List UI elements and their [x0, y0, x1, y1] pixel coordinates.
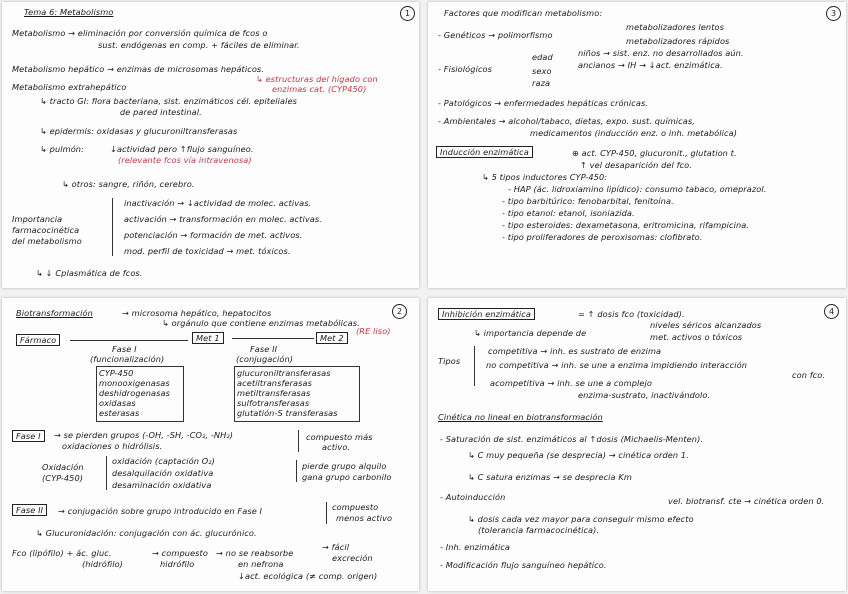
text-line: → conjugación sobre grupo introducido en Fase I: [58, 506, 263, 516]
brace: [326, 502, 327, 524]
text-line: - Ambientales → alcohol/tabaco, dietas, expo. sust. químicas,: [438, 116, 695, 126]
flow-box: Met 2: [316, 332, 348, 344]
text-line: niños → sist. enz. no desarrollados aún.: [578, 48, 744, 58]
text-line: gana grupo carbonilo: [302, 472, 392, 482]
text-line: ↳ ↓ Cplasmática de fcos.: [36, 268, 143, 278]
text-line: desaminación oxidativa: [112, 480, 212, 490]
text-line: oxidaciones o hidrólisis.: [62, 441, 163, 451]
text-line: ⊕ act. CYP-450, glucuronit., glutation t.: [572, 148, 737, 158]
text-line: Importancia: [12, 214, 63, 224]
note-page-4: [428, 298, 846, 591]
page-number: 3: [826, 6, 841, 21]
text-line: - tipo barbitúrico: fenobarbital, fenitoína.: [502, 196, 674, 206]
text-line: ↳ C satura enzimas → se desprecia Km: [468, 472, 632, 482]
text-line: ↓actividad pero ↑flujo sanguíneo.: [110, 144, 254, 154]
text-line: sust. endógenas en comp. + fáciles de eliminar.: [98, 40, 300, 50]
brace: [106, 456, 107, 490]
section-heading: Inducción enzimática: [436, 146, 533, 158]
text-line: - tipo proliferadores de peroxisomas: clofibrato.: [502, 232, 703, 242]
text-line: excreción: [332, 553, 373, 563]
text-line: Fase II: [250, 344, 278, 354]
text-line: ancianos → IH → ↓act. enzimática.: [578, 60, 723, 70]
text-line: ↳ estructuras del hígado con: [256, 74, 378, 84]
text-line: = ↑ dosis fco (toxicidad).: [578, 309, 685, 319]
text-line: oxidación (captación O₂): [112, 456, 215, 466]
enzyme: glutatión-S transferasas: [237, 408, 338, 418]
text-line: del metabolismo: [12, 236, 82, 246]
text-line: menos activo: [336, 513, 393, 523]
enzyme: deshidrogenasas: [99, 388, 171, 398]
text-line: Tipos: [438, 356, 461, 366]
enzyme: glucuroniltransferasas: [237, 368, 331, 378]
text-line: ↳ 5 tipos inductores CYP-450:: [482, 172, 608, 182]
text-line: enzima-sustrato, inactivándolo.: [578, 390, 711, 400]
text-line: vel. biotransf. cte → cinética orden 0.: [668, 496, 825, 506]
enzyme: esterasas: [99, 408, 140, 418]
page-title: Factores que modifican metabolismo:: [444, 8, 603, 18]
text-line: Metabolismo hepático → enzimas de microsomas hepáticos.: [12, 64, 265, 74]
text-line: (funcionalización): [90, 354, 165, 364]
note-page-1: [2, 2, 419, 288]
text-line: - Autoinducción: [440, 492, 506, 502]
text-line: metabolizadores rápidos: [626, 36, 730, 46]
text-line: inactivación → ↓actividad de molec. activas.: [124, 198, 312, 208]
text-line: ↳ tracto GI: flora bacteriana, sist. enzimáticos cél. epiteliales: [40, 96, 297, 106]
text-line: metabolizadores lentos: [626, 22, 724, 32]
text-line: medicamentos (inducción enz. o inh. metabólica): [530, 128, 738, 138]
text-line: (CYP-450): [42, 473, 84, 483]
enzyme: metiltransferasas: [237, 388, 311, 398]
text-line: en nefrona: [238, 559, 284, 569]
text-line: farmacocinética: [12, 225, 80, 235]
text-line: ↳ orgánulo que contiene enzimas metabólicas.: [162, 318, 360, 328]
text-line: (RE liso): [356, 326, 391, 336]
enzyme: sulfotransferasas: [237, 398, 310, 408]
text-line: - Patológicos → enfermedades hepáticas crónicas.: [438, 98, 649, 108]
section-heading: Fase I: [12, 430, 45, 442]
enzyme-box-fase1: [96, 366, 184, 422]
section-heading: Fase II: [12, 504, 47, 516]
text-line: enzimas cat. (CYP450): [272, 84, 367, 94]
text-line: → se pierden grupos (-OH, -SH, -CO₂, -NH₂): [54, 430, 234, 440]
section-heading: Inhibición enzimática: [438, 308, 535, 320]
text-line: ↳ epidermis: oxidasas y glucuroniltransferasas: [40, 126, 238, 136]
text-line: → fácil: [322, 542, 350, 552]
text-line: Fase I: [112, 344, 137, 354]
brace: [298, 430, 299, 452]
text-line: compuesto más: [306, 432, 373, 442]
enzyme-box-fase2: [234, 366, 360, 422]
text-line: Metabolismo extrahepático: [12, 82, 127, 92]
text-line: → no se reabsorbe: [216, 548, 294, 558]
text-line: competitiva → inh. es sustrato de enzima: [488, 346, 662, 356]
enzyme: acetiltransferasas: [237, 378, 313, 388]
flow-box: Met 1: [192, 332, 224, 344]
text-line: met. activos o tóxicos: [650, 332, 743, 342]
arrow-line: [232, 338, 314, 339]
text-line: compuesto: [332, 502, 379, 512]
text-line: - HAP (ác. lidroxiamino lipídico): consumo tabaco, omeprazol.: [508, 184, 767, 194]
enzyme: CYP-450: [99, 368, 134, 378]
text-line: ↓act. ecológica (≠ comp. origen): [238, 571, 378, 581]
text-line: de pared intestinal.: [120, 107, 202, 117]
text-line: edad: [532, 52, 553, 62]
text-line: Fco (lipófilo) + ác. gluc.: [12, 548, 112, 558]
flow-box: Fármaco: [16, 334, 60, 346]
text-line: con fco.: [792, 370, 826, 380]
page-number: 4: [824, 304, 839, 319]
text-line: (conjugación): [236, 354, 294, 364]
text-line: (tolerancia farmacocinética).: [478, 525, 600, 535]
brace: [296, 460, 297, 482]
text-line: - Saturación de sist. enzimáticos al ↑dosis (Michaelis-Menten).: [440, 434, 704, 444]
text-line: sexo: [532, 66, 552, 76]
text-line: desalquilación oxidativa: [112, 468, 214, 478]
text-line: ↑ vel desaparición del fco.: [580, 160, 692, 170]
text-line: niveles séricos alcanzados: [650, 320, 762, 330]
text-line: - Modificación flujo sanguíneo hepático.: [440, 560, 607, 570]
text-line: → compuesto: [152, 548, 208, 558]
text-line: ↳ Glucuronidación: conjugación con ác. glucurónico.: [36, 528, 257, 538]
page-number: 1: [400, 6, 415, 21]
text-line: - Fisiológicos: [438, 64, 493, 74]
text-line: - Genéticos → polimorfismo: [438, 30, 553, 40]
page-title: Biotransformación: [16, 308, 93, 318]
text-line: pierde grupo alquilo: [302, 461, 387, 471]
text-line: Oxidación: [42, 462, 84, 472]
brace: [474, 346, 475, 386]
enzyme: oxidasas: [99, 398, 136, 408]
note-page-3: [428, 2, 846, 288]
text-line: ↳ otros: sangre, riñón, cerebro.: [62, 179, 195, 189]
text-line: hidrófilo: [160, 559, 195, 569]
enzyme: monooxigenasas: [99, 378, 170, 388]
page-title: Tema 6: Metabolismo: [24, 7, 114, 17]
text-line: potenciación → formación de met. activos.: [124, 230, 303, 240]
text-line: (hidrófilo): [82, 559, 123, 569]
page-number: 2: [392, 304, 407, 319]
text-line: ↳ C muy pequeña (se desprecia) → cinética orden 1.: [468, 450, 689, 460]
arrow-line: [70, 340, 188, 341]
text-line: ↳ pulmón:: [40, 144, 84, 154]
text-line: ↳ dosis cada vez mayor para conseguir mismo efecto: [468, 514, 694, 524]
text-line: acompetitiva → inh. se une a complejo: [490, 378, 653, 388]
brace: [112, 198, 113, 256]
text-line: (relevante fcos vía intravenosa): [118, 155, 252, 165]
text-line: activación → transformación en molec. activas.: [124, 214, 322, 224]
text-line: mod. perfil de toxicidad → met. tóxicos.: [124, 246, 291, 256]
text-line: activo.: [322, 442, 351, 452]
text-line: Metabolismo → eliminación por conversión química de fcos o: [12, 28, 268, 38]
text-line: ↳ importancia depende de: [474, 328, 587, 338]
text-line: - Inh. enzimática: [440, 542, 511, 552]
text-line: no competitiva → inh. se une a enzima impidiendo interacción: [486, 360, 748, 370]
text-line: raza: [532, 78, 551, 88]
text-line: → microsoma hepático, hepatocitos: [122, 308, 272, 318]
text-line: - tipo etanol: etanol, isoniazida.: [502, 208, 635, 218]
text-line: - tipo esteroides: dexametasona, eritromicina, rifampicina.: [502, 220, 750, 230]
section-heading: Cinética no lineal en biotransformación: [438, 412, 603, 422]
note-page-2: [2, 298, 419, 591]
